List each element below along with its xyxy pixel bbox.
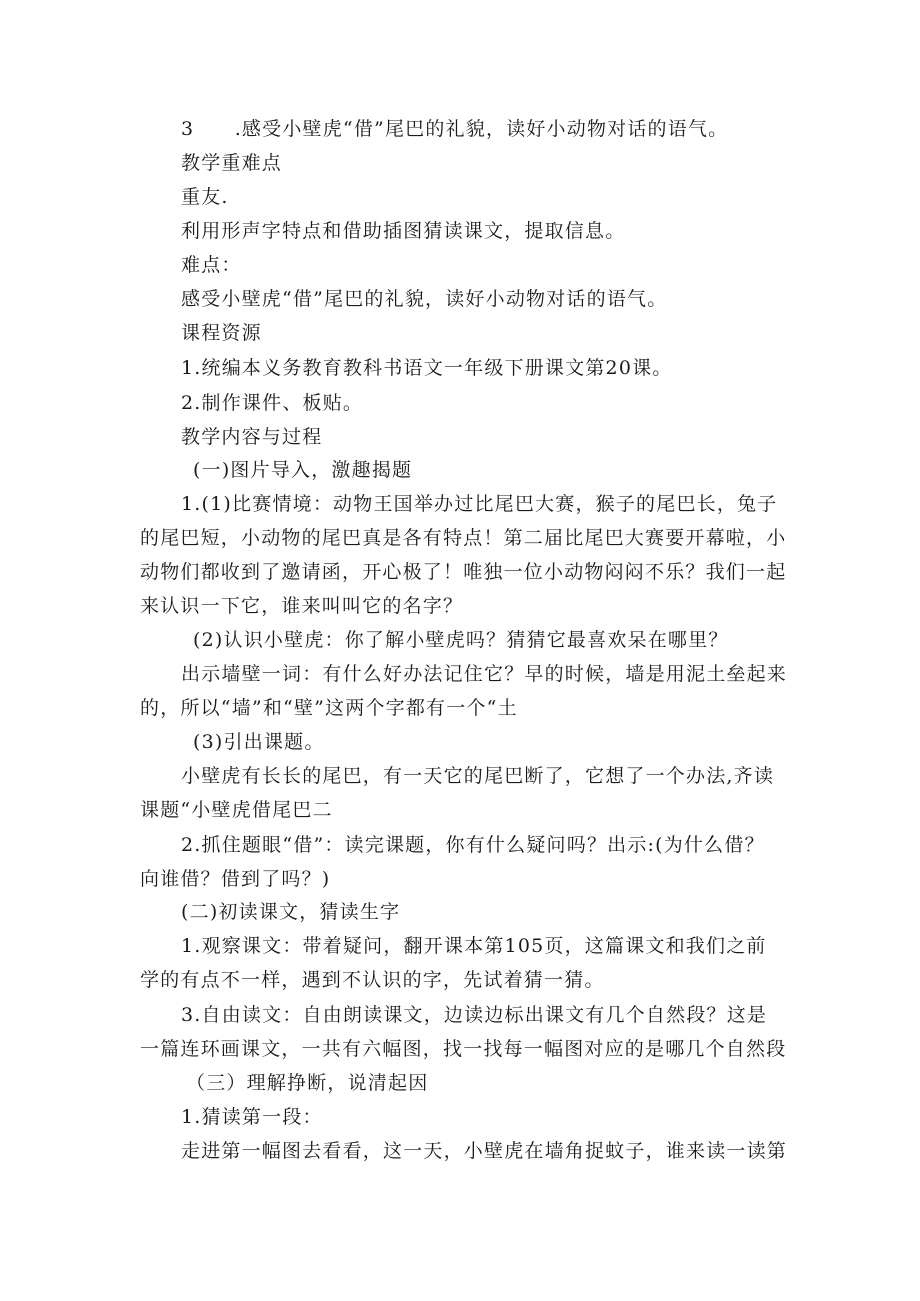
paragraph-line: 走进第一幅图去看看，这一天，小壁虎在墙角捉蚊子，谁来读一读第 xyxy=(181,1140,788,1162)
key-point-text: 利用形声字特点和借助插图猜读课文，提取信息。 xyxy=(181,220,626,242)
paragraph-line: 出示墙壁一词：有什么好办法记住它？早的时候，墙是用泥土垒起来 xyxy=(181,663,788,685)
paragraph-line: 1.猜读第一段： xyxy=(181,1106,323,1128)
paragraph-line: (2)认识小壁虎：你了解小壁虎吗？猜猜它最喜欢呆在哪里？ xyxy=(193,629,729,651)
paragraph-line: 1.(1)比赛情境：动物王国举办过比尾巴大赛，猴子的尾巴长，兔子 xyxy=(181,493,778,515)
section-1-heading: (一)图片导入，激趣揭题 xyxy=(193,459,413,481)
objective-3: 3 .感受小壁虎“借”尾巴的礼貌，读好小动物对话的语气。 xyxy=(181,118,729,140)
difficult-point-text: 感受小壁虎“借”尾巴的礼貌，读好小动物对话的语气。 xyxy=(181,288,668,310)
heading-course-resources: 课程资源 xyxy=(181,322,262,344)
section-3-heading: （三）理解挣断，说清起因 xyxy=(186,1072,429,1094)
paragraph-line: 2.抓住题眼“借”：读完课题，你有什么疑问吗？出示:(为什么借？ xyxy=(181,834,765,856)
paragraph-line: 的，所以“墙”和“壁”这两个字都有一个“土 xyxy=(140,697,518,719)
paragraph-line: 来认识一下它，谁来叫叫它的名字？ xyxy=(140,595,464,617)
heading-key-difficult-points: 教学重难点 xyxy=(181,152,283,174)
paragraph-line: 1.观察课文：带着疑问，翻开课本第105页，这篇课文和我们之前 xyxy=(181,935,767,957)
section-2-heading: (二)初读课文，猜读生字 xyxy=(181,901,401,923)
paragraph-line: 一篇连环画课文，一共有六幅图，找一找每一幅图对应的是哪几个自然段 xyxy=(140,1038,787,1060)
paragraph-line: 小壁虎有长长的尾巴，有一天它的尾巴断了，它想了一个办法,齐读 xyxy=(181,765,775,787)
label-difficult-point: 难点： xyxy=(181,254,242,276)
paragraph-line: 课题“小壁虎借尾巴二 xyxy=(140,799,333,821)
paragraph-line: 向谁借？借到了吗？) xyxy=(140,868,331,890)
paragraph-line: 3.自由读文：自由朗读课文，边读边标出课文有几个自然段？这是 xyxy=(181,1004,768,1026)
label-key-point: 重友. xyxy=(181,186,229,208)
paragraph-line: (3)引出课题。 xyxy=(193,731,325,753)
paragraph-line: 动物们都收到了邀请函，开心极了！唯独一位小动物闷闷不乐？我们一起 xyxy=(140,561,787,583)
paragraph-line: 学的有点不一样，遇到不认识的字，先试着猜一猜。 xyxy=(140,969,605,991)
resource-1: 1.统编本义务教育教科书语文一年级下册课文第20课。 xyxy=(181,357,673,379)
resource-2: 2.制作课件、板贴。 xyxy=(181,392,364,414)
heading-teaching-process: 教学内容与过程 xyxy=(181,426,323,448)
paragraph-line: 的尾巴短，小动物的尾巴真是各有特点！第二届比尾巴大赛要开幕啦，小 xyxy=(140,527,787,549)
